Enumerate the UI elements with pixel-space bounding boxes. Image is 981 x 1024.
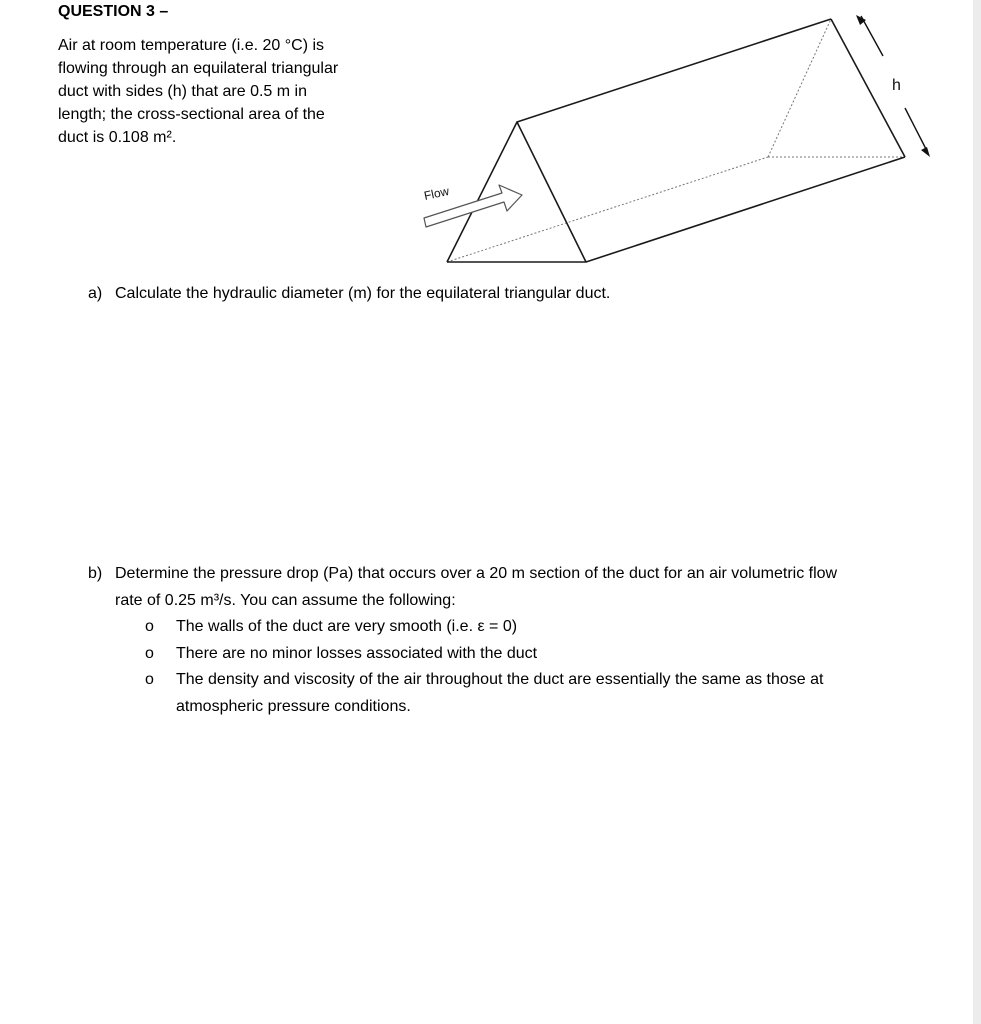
assumption-text: The density and viscosity of the air throughout the duct are essentially the same as those at [176,671,824,688]
scrollbar-track[interactable] [973,0,981,1024]
dimension-label-h: h [892,77,901,94]
intro-line: flowing through an equilateral triangular [58,60,339,77]
visible-edges [447,19,905,262]
assumption-item [145,614,823,641]
intro-line: duct is 0.108 m². [58,129,177,146]
bullet-icon: o [145,618,154,635]
part-b-label: b) [88,565,103,582]
intro-line: duct with sides (h) that are 0.5 m in [58,83,307,100]
assumption-item [145,667,823,694]
intro-line: Air at room temperature (i.e. 20 °C) is [58,37,325,54]
part-b-line: rate of 0.25 m³/s. You can assume the following: [115,591,456,609]
bullet-icon: o [145,644,154,662]
intro-line: length; the cross-sectional area of the [58,106,325,123]
part-b-line: Determine the pressure drop (Pa) that occurs over a 20 m section of the duct for an air volumetric flow [115,565,838,582]
assumption-text: atmospheric pressure conditions. [176,697,411,715]
assumption-list [145,614,823,720]
question-intro [58,34,383,149]
triangular-duct-diagram [410,8,940,270]
assumption-text: The walls of the duct are very smooth (i.e. ε = 0) [176,618,518,635]
part-a-text: Calculate the hydraulic diameter (m) for the equilateral triangular duct. [115,285,611,302]
hidden-edges [447,19,905,262]
part-b-text [115,561,837,614]
question-title: QUESTION 3 – [58,3,169,20]
assumption-item [145,641,823,668]
flow-label: Flow [422,183,451,203]
bullet-icon: o [145,671,154,688]
assumption-item-continuation [145,694,823,721]
part-a-label: a) [88,285,103,302]
assumption-text: There are no minor losses associated with the duct [176,644,538,662]
